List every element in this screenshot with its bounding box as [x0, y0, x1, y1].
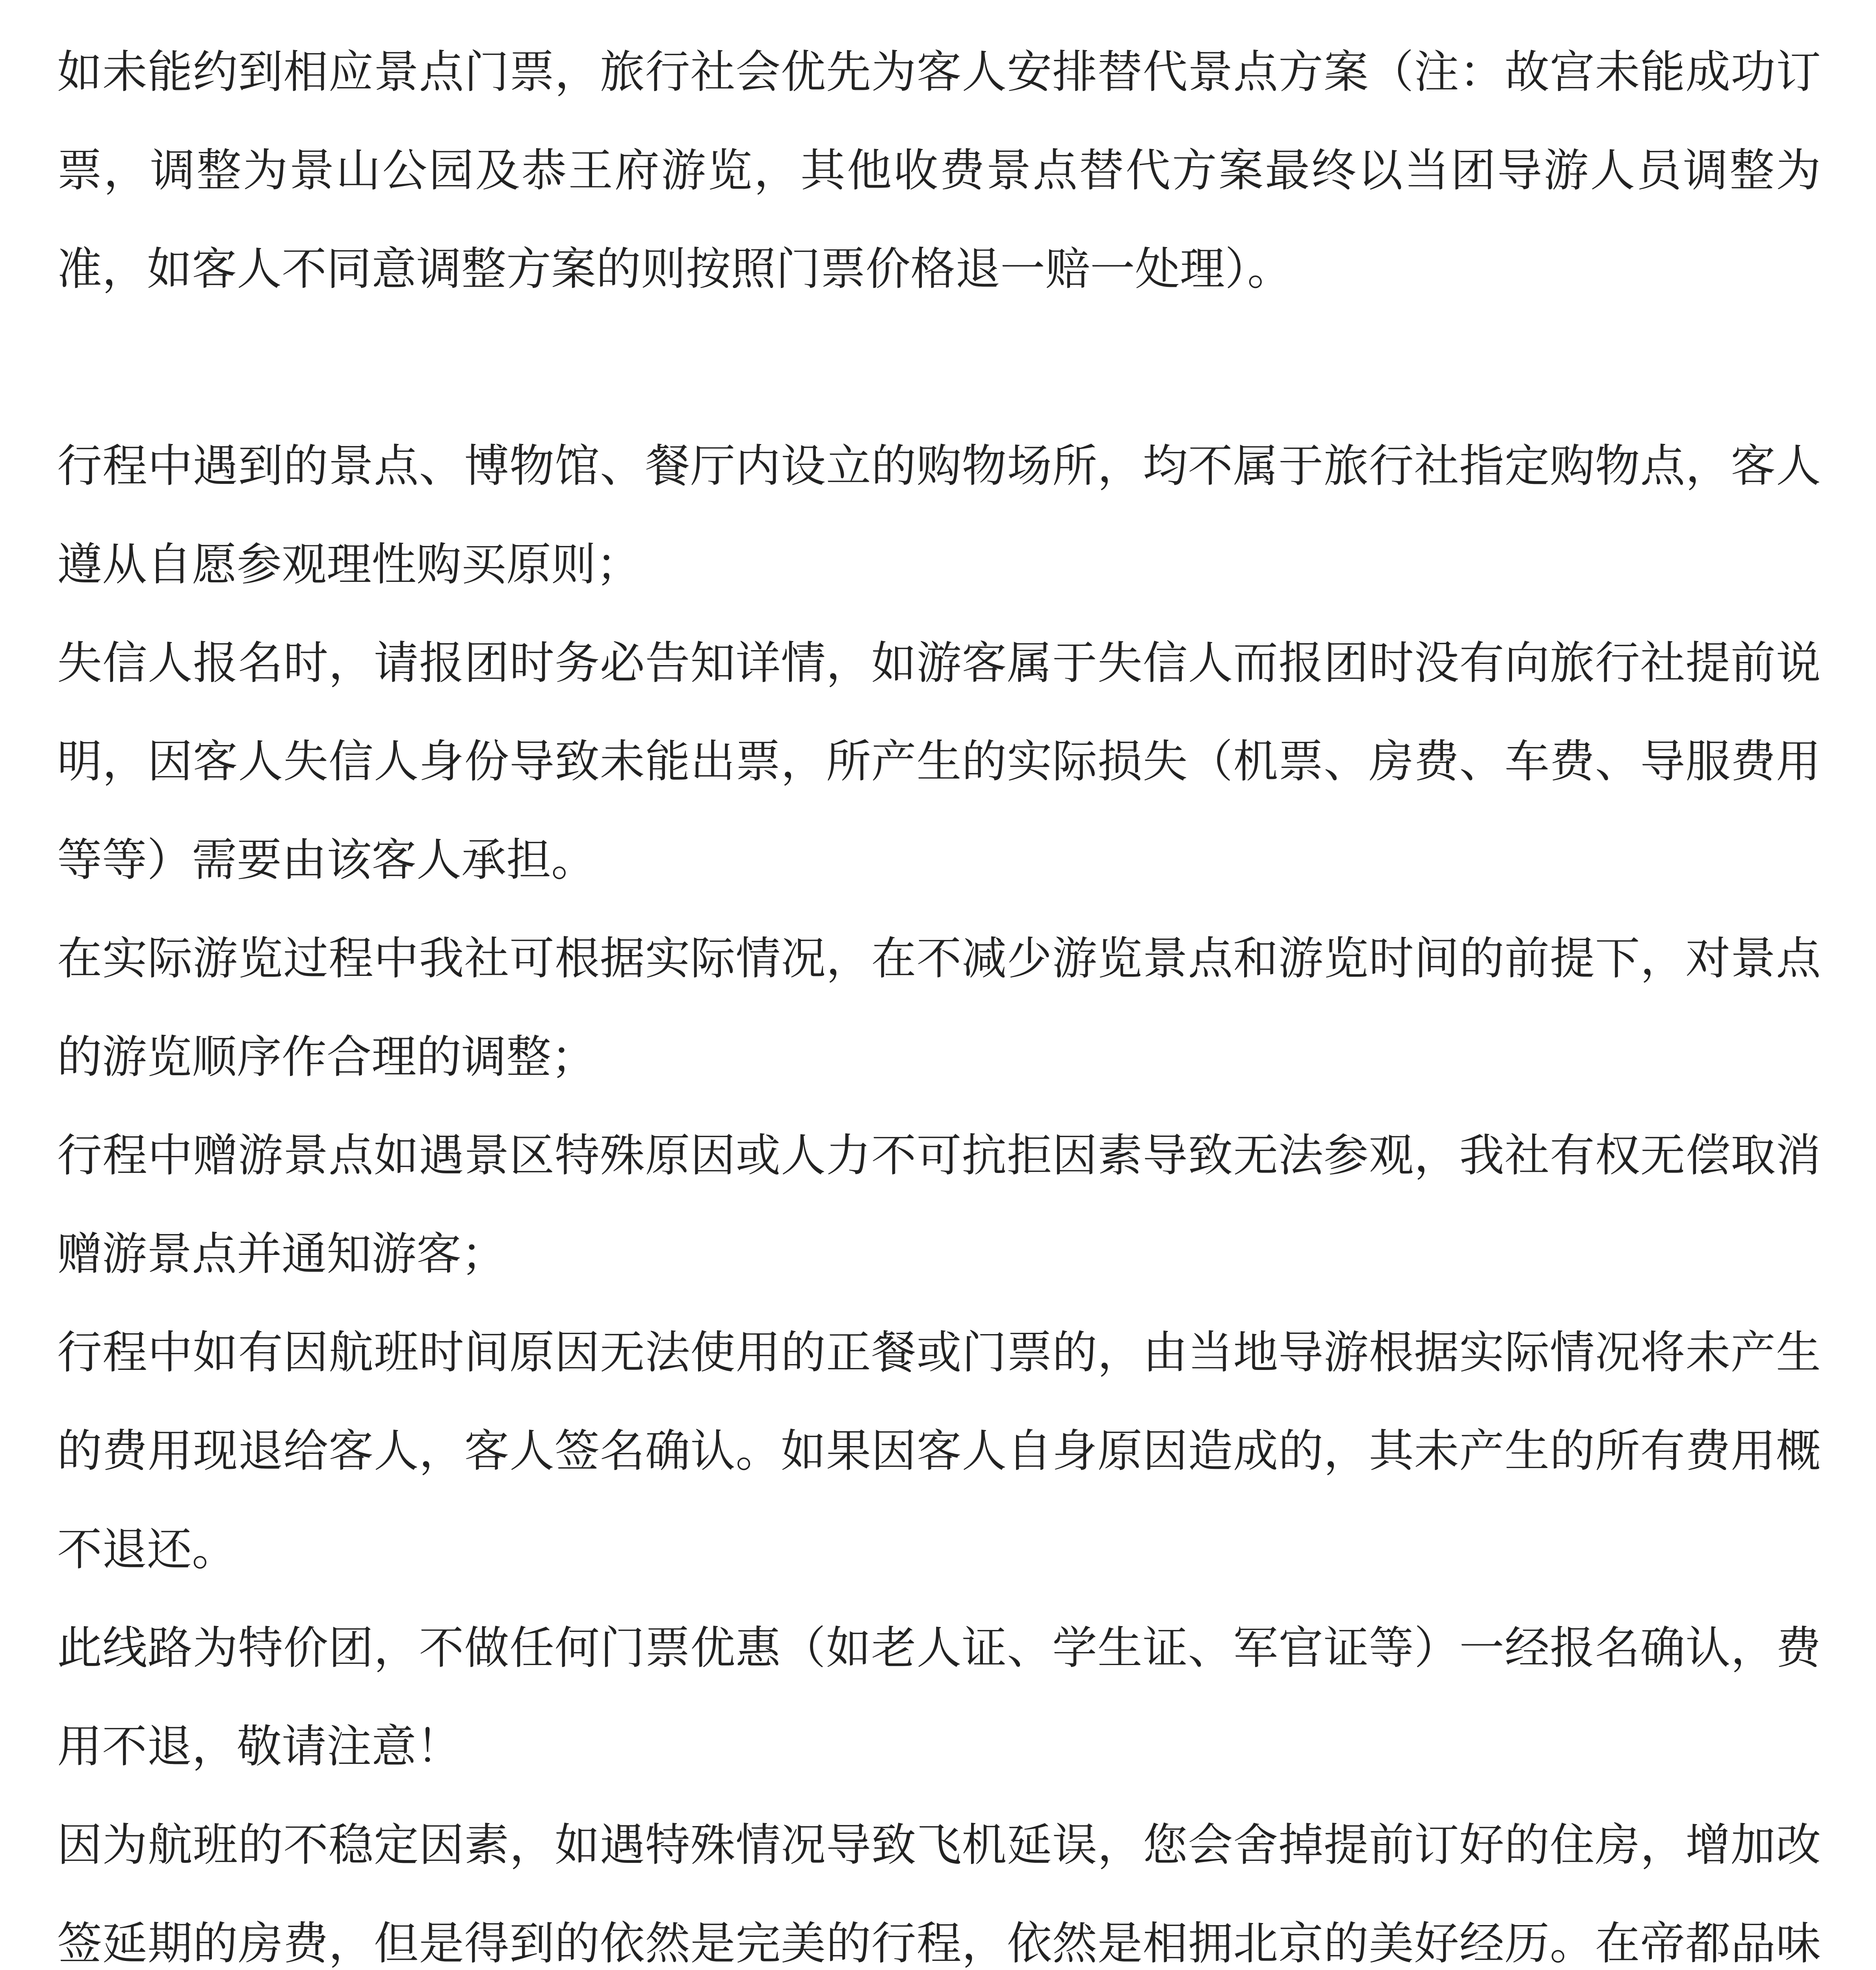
paragraph-complimentary-sites: 行程中赠游景点如遇景区特殊原因或人力不可抗拒因素导致无法参观，我社有权无偿取消赠游景点并通知游客；: [57, 1129, 1821, 1280]
paragraph-itinerary-order: 在实际游览过程中我社可根据实际情况，在不减少游览景点和游览时间的前提下，对景点的游览顺序作合理的调整；: [57, 932, 1821, 1083]
paragraph-spacer: [57, 318, 1821, 417]
paragraph-flight-delays: 因为航班的不稳定因素，如遇特殊情况导致飞机延误，您会舍掉提前订好的住房，增加改签延期的房费，但是得到的依然是完美的行程，依然是相拥北京的美好经历。在帝都品味: [57, 1819, 1821, 1970]
paragraph-special-price: 此线路为特价团，不做任何门票优惠（如老人证、学生证、军官证等）一经报名确认，费用不退，敬请注意！: [57, 1622, 1821, 1773]
paragraph-unused-meals-refund: 行程中如有因航班时间原因无法使用的正餐或门票的，由当地导游根据实际情况将未产生的费用现退给客人，客人签名确认。如果因客人自身原因造成的，其未产生的所有费用概不退还。: [57, 1326, 1821, 1576]
paragraph-dishonest-persons: 失信人报名时，请报团时务必告知详情，如游客属于失信人而报团时没有向旅行社提前说明，因客人失信人身份导致未能出票，所产生的实际损失（机票、房费、车费、导服费用等等）需要由该客人承担。: [57, 637, 1821, 886]
paragraph-ticket-alternative: 如未能约到相应景点门票，旅行社会优先为客人安排替代景点方案（注：故宫未能成功订票，调整为景山公园及恭王府游览，其他收费景点替代方案最终以当团导游人员调整为准，如客人不同意调整方案的则按照门票价格退一赔一处理）。: [57, 46, 1821, 295]
paragraph-shopping: 行程中遇到的景点、博物馆、餐厅内设立的购物场所，均不属于旅行社指定购物点，客人遵从自愿参观理性购买原则；: [57, 440, 1821, 591]
